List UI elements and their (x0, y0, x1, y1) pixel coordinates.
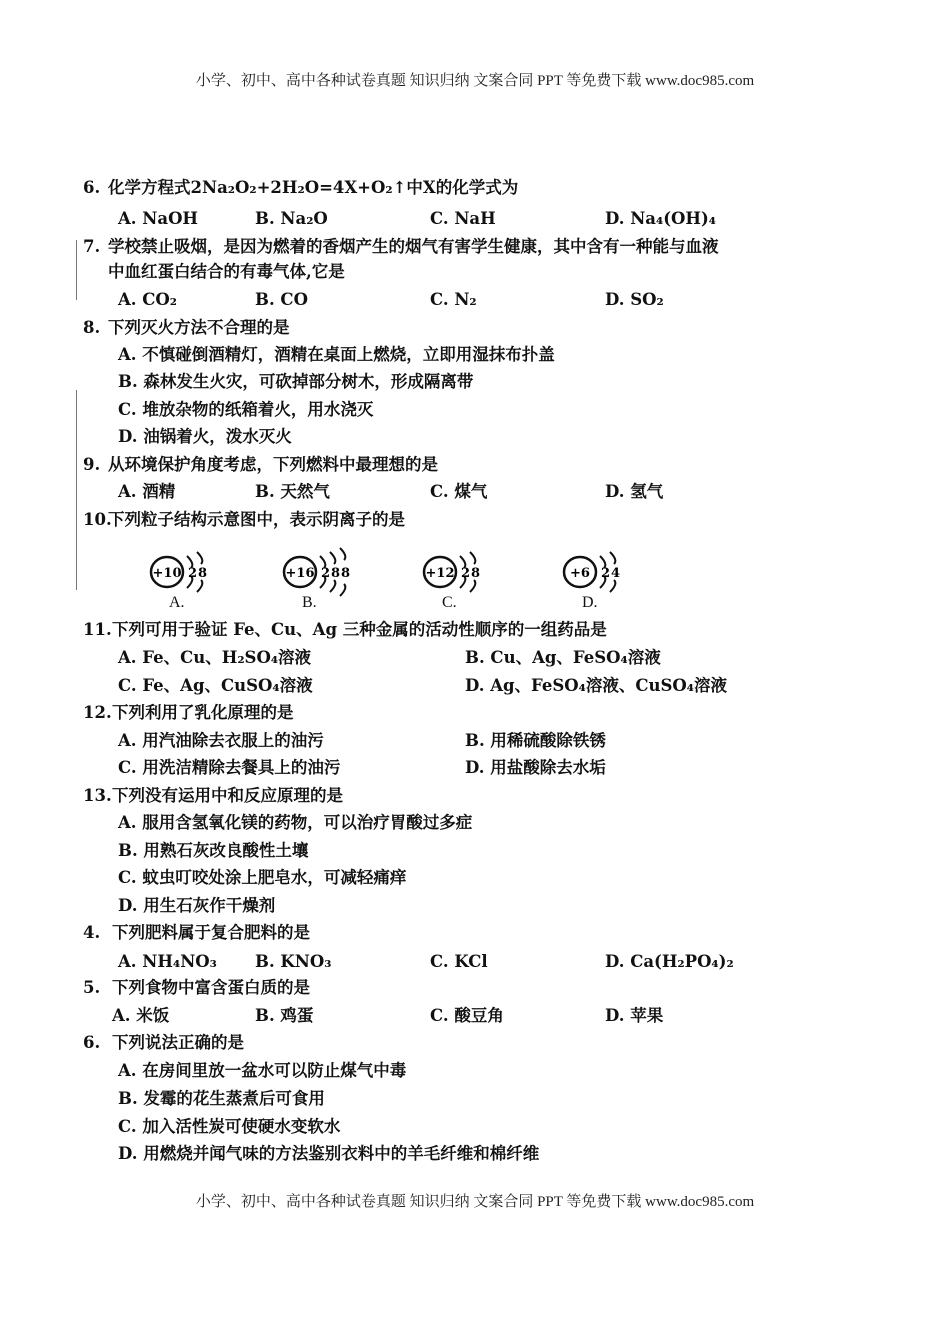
answer-option: A. Fe、Cu、H₂SO₄溶液 (118, 648, 312, 667)
question-number: 13. (83, 786, 112, 805)
shell-electron-count: 2 (188, 566, 198, 581)
question-stem: 下列利用了乳化原理的是 (112, 703, 294, 722)
answer-option: D. 氢气 (605, 482, 664, 501)
answer-option: B. KNO₃ (255, 952, 332, 971)
question-number: 12. (83, 703, 112, 722)
answer-option: C. NaH (430, 209, 496, 228)
electron-shell-arc (340, 584, 345, 596)
atom-structure-diagram (280, 542, 390, 602)
answer-option: C. 加入活性炭可使硬水变软水 (118, 1117, 341, 1136)
answer-option: A. 不慎碰倒酒精灯，酒精在桌面上燃烧，立即用湿抹布扑盖 (118, 345, 555, 364)
scan-margin-mark (76, 390, 77, 590)
question-stem: 化学方程式2Na₂O₂+2H₂O=4X+O₂↑中X的化学式为 (108, 178, 519, 197)
answer-option: A. CO₂ (118, 290, 178, 309)
scan-margin-mark (76, 240, 77, 300)
answer-option: C. KCl (430, 952, 488, 971)
question-number: 10. (83, 510, 112, 529)
answer-option: D. 油锅着火，泼水灭火 (118, 427, 292, 446)
shell-electron-count: 4 (611, 566, 621, 581)
answer-option: B. 用稀硫酸除铁锈 (465, 731, 606, 750)
atom-option-label: D. (582, 594, 598, 611)
answer-option: C. 蚊虫叮咬处涂上肥皂水，可减轻痛痒 (118, 868, 407, 887)
answer-option: B. 发霉的花生蒸煮后可食用 (118, 1089, 325, 1108)
answer-option: B. 用熟石灰改良酸性土壤 (118, 841, 309, 860)
answer-option: D. 用燃烧并闻气味的方法鉴别衣料中的羊毛纤维和棉纤维 (118, 1144, 540, 1163)
question-number: 9. (83, 455, 101, 474)
answer-option: C. 酸豆角 (430, 1006, 504, 1025)
answer-option: A. 服用含氢氧化镁的药物，可以治疗胃酸过多症 (118, 813, 473, 832)
answer-option: C. N₂ (430, 290, 477, 309)
question-number: 8. (83, 318, 101, 337)
answer-option: C. 煤气 (430, 482, 488, 501)
question-number: 11. (83, 620, 112, 639)
answer-option: C. Fe、Ag、CuSO₄溶液 (118, 676, 313, 695)
electron-shell-arc (470, 552, 475, 564)
electron-shell-arc (197, 580, 202, 592)
answer-option: D. 用盐酸除去水垢 (465, 758, 606, 777)
electron-shell-arc (470, 580, 475, 592)
question-stem: 下列粒子结构示意图中，表示阴离子的是 (108, 510, 405, 529)
answer-option: A. NH₄NO₃ (118, 952, 217, 971)
shell-electron-count: 2 (601, 566, 611, 581)
nucleus-charge: +12 (425, 566, 455, 581)
question-number: 6. (83, 178, 101, 197)
question-stem: 从环境保护角度考虑，下列燃料中最理想的是 (108, 455, 438, 474)
answer-option: D. SO₂ (605, 290, 664, 309)
answer-option: A. 用汽油除去衣服上的油污 (118, 731, 324, 750)
nucleus-charge: +16 (285, 566, 315, 581)
answer-option: A. 酒精 (118, 482, 176, 501)
electron-shell-arc (610, 580, 615, 592)
nucleus-charge: +6 (570, 566, 590, 581)
answer-option: C. 堆放杂物的纸箱着火，用水浇灭 (118, 400, 374, 419)
answer-option: B. 森林发生火灾，可砍掉部分树木，形成隔离带 (118, 372, 474, 391)
answer-option: B. 天然气 (255, 482, 330, 501)
question-number: 7. (83, 237, 101, 256)
electron-shell-arc (330, 552, 335, 564)
question-stem: 下列说法正确的是 (112, 1033, 244, 1052)
page-footer: 小学、初中、高中各种试卷真题 知识归纳 文案合同 PPT 等免费下载 www.doc985.com (195, 1194, 755, 1210)
shell-electron-count: 2 (321, 566, 331, 581)
shell-electron-count: 8 (471, 566, 481, 581)
question-stem: 中血红蛋白结合的有毒气体,它是 (108, 262, 345, 281)
electron-shell-arc (330, 580, 335, 592)
question-stem: 下列灭火方法不合理的是 (108, 318, 290, 337)
shell-electron-count: 8 (341, 566, 351, 581)
shell-electron-count: 8 (331, 566, 341, 581)
answer-option: C. 用洗洁精除去餐具上的油污 (118, 758, 341, 777)
shell-electron-count: 2 (461, 566, 471, 581)
atom-structure-diagram (560, 542, 670, 602)
answer-option: D. Na₄(OH)₄ (605, 209, 717, 228)
answer-option: D. Ag、FeSO₄溶液、CuSO₄溶液 (465, 676, 728, 695)
answer-option: A. NaOH (118, 209, 199, 228)
answer-option: D. 苹果 (605, 1006, 664, 1025)
question-number: 6. (83, 1033, 101, 1052)
answer-option: B. 鸡蛋 (255, 1006, 314, 1025)
electron-shell-arc (197, 552, 202, 564)
question-stem: 下列肥料属于复合肥料的是 (112, 923, 310, 942)
question-stem: 下列没有运用中和反应原理的是 (112, 786, 343, 805)
atom-structure-diagram (420, 542, 530, 602)
answer-option: D. 用生石灰作干燥剂 (118, 896, 276, 915)
answer-option: B. Na₂O (255, 209, 328, 228)
page-header: 小学、初中、高中各种试卷真题 知识归纳 文案合同 PPT 等免费下载 www.doc985.com (195, 73, 755, 89)
question-number: 5. (83, 978, 101, 997)
answer-option: D. Ca(H₂PO₄)₂ (605, 952, 734, 971)
atom-option-label: B. (302, 594, 317, 611)
question-stem: 下列可用于验证 Fe、Cu、Ag 三种金属的活动性顺序的一组药品是 (112, 620, 607, 639)
answer-option: B. Cu、Ag、FeSO₄溶液 (465, 648, 661, 667)
question-stem: 下列食物中富含蛋白质的是 (112, 978, 310, 997)
question-number: 4. (83, 923, 101, 942)
answer-option: B. CO (255, 290, 308, 309)
atom-option-label: C. (442, 594, 457, 611)
question-stem: 学校禁止吸烟，是因为燃着的香烟产生的烟气有害学生健康，其中含有一种能与血液 (108, 237, 719, 256)
atom-option-label: A. (169, 594, 185, 611)
electron-shell-arc (610, 552, 615, 564)
shell-electron-count: 8 (198, 566, 208, 581)
answer-option: A. 米饭 (112, 1006, 170, 1025)
answer-option: A. 在房间里放一盆水可以防止煤气中毒 (118, 1061, 407, 1080)
nucleus-charge: +10 (152, 566, 182, 581)
electron-shell-arc (340, 548, 345, 560)
atom-structure-diagram (147, 542, 257, 602)
